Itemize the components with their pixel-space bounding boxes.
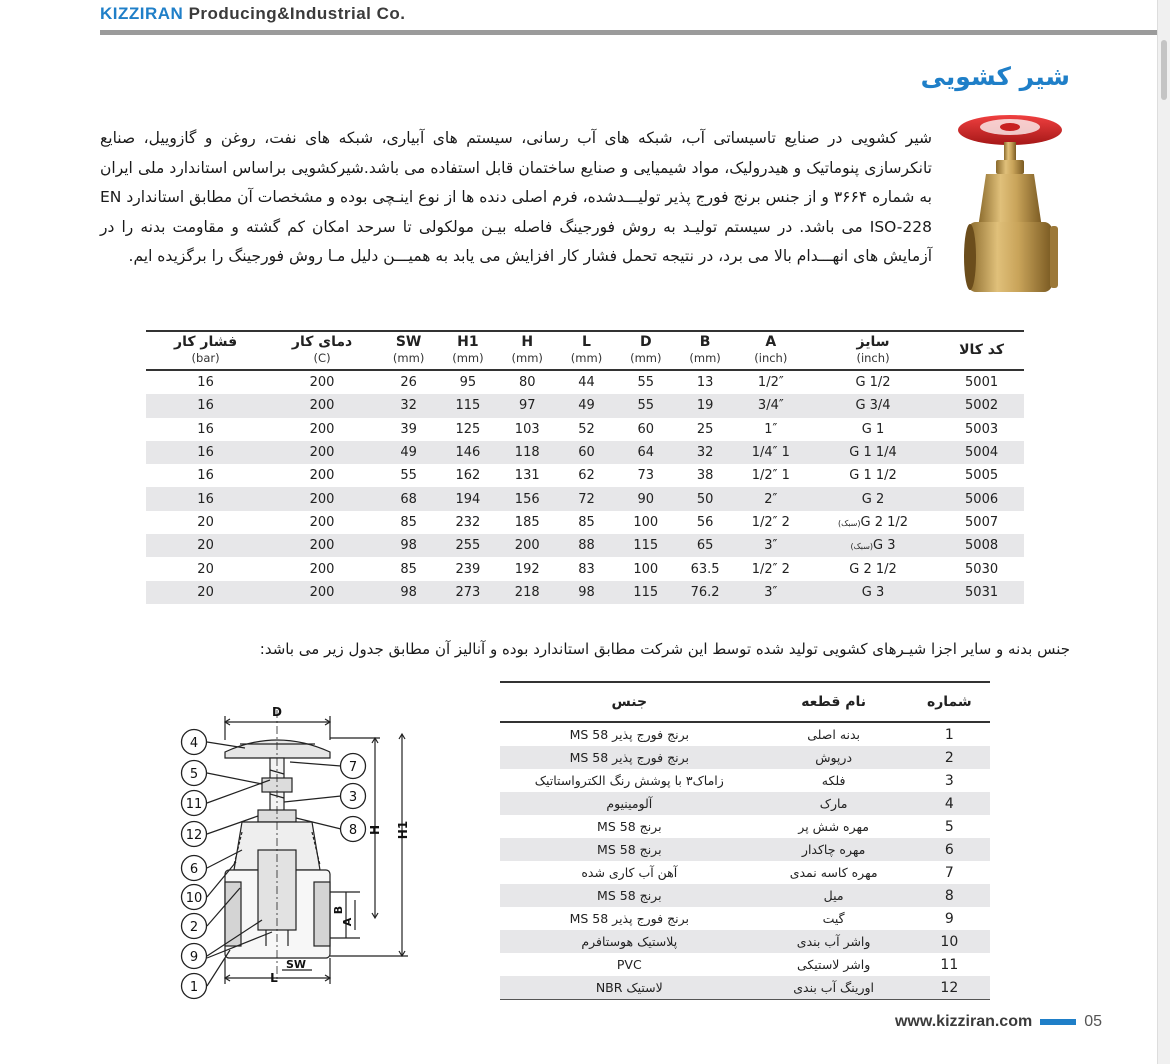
- materials-row: [500, 907, 990, 930]
- spec-col-label: L: [582, 334, 591, 350]
- spec-cell-h: 118: [498, 441, 557, 464]
- spec-col-label: سایز: [856, 334, 890, 350]
- spec-cell-pressure: 16: [197, 375, 214, 391]
- spec-cell-a: 3/4″: [735, 394, 807, 417]
- spec-cell-h: 185: [514, 514, 540, 530]
- spec-size-value: G 1/2: [855, 375, 891, 391]
- spec-cell-sw: 98: [379, 581, 438, 604]
- materials-cell-num: 8: [909, 884, 990, 907]
- spec-cell-a: 3″: [735, 534, 807, 557]
- spec-cell-code: 5005: [965, 468, 999, 484]
- spec-size-value: G 3: [873, 538, 896, 554]
- spec-size-value: G 2: [861, 491, 885, 507]
- spec-cell-pressure: 16: [197, 468, 214, 484]
- spec-cell-pressure: 16: [146, 487, 265, 510]
- spec-size-note: (سبک): [837, 518, 861, 528]
- spec-cell-pressure: 16: [146, 394, 265, 417]
- spec-cell-temp: 200: [309, 561, 335, 577]
- callout-number: 4: [189, 736, 199, 751]
- page-title: شیر کشویی: [920, 62, 1070, 91]
- spec-cell-a: 1 1/2″: [751, 468, 790, 484]
- spec-col-header: [735, 331, 807, 370]
- spec-row: [146, 394, 1024, 417]
- spec-size-note: (سبک): [850, 542, 874, 552]
- spec-col-label: فشار کار: [174, 334, 238, 350]
- spec-cell-temp: 200: [309, 468, 335, 484]
- diagram-callout: [341, 784, 366, 809]
- spec-col-unit: (mm): [570, 351, 603, 365]
- spec-cell-h1: 255: [438, 534, 497, 557]
- spec-col-header: [438, 331, 497, 370]
- spec-col-header: [265, 331, 379, 370]
- spec-cell-a: 3″: [735, 581, 807, 604]
- spec-cell-l: 83: [578, 561, 595, 577]
- spec-col-unit: (mm): [452, 351, 484, 365]
- materials-row: [500, 930, 990, 953]
- spec-cell-code: 5031: [939, 581, 1024, 604]
- footer-url[interactable]: www.kizziran.com: [894, 1013, 1033, 1030]
- spec-cell-h: 97: [498, 394, 557, 417]
- spec-cell-a: 1/2″: [757, 375, 784, 391]
- brand-subtitle: Producing&Industrial Co.: [188, 4, 406, 23]
- spec-size-value: G 2 1/2: [860, 514, 909, 530]
- spec-cell-pressure: 20: [197, 514, 214, 530]
- diagram-callout: [182, 974, 207, 999]
- spec-col-unit: (mm): [689, 351, 721, 365]
- spec-col-header: [807, 331, 939, 370]
- spec-cell-a: 2 1/2″: [751, 514, 790, 530]
- callout-number: 5: [189, 767, 199, 782]
- spec-cell-pressure: 16: [197, 421, 214, 437]
- header-brand: [100, 4, 406, 24]
- spec-cell-size: [807, 370, 939, 394]
- spec-col-label: SW: [395, 334, 422, 350]
- col-header-material: جنس: [500, 682, 759, 722]
- spec-col-header: [379, 331, 438, 370]
- spec-cell-l: 88: [557, 534, 616, 557]
- materials-cell-name: مهره کاسه نمدی: [789, 865, 878, 880]
- diagram-callout: [341, 817, 366, 842]
- materials-cell-num: 6: [909, 838, 990, 861]
- spec-row: [146, 464, 1024, 487]
- spec-cell-sw: 32: [379, 394, 438, 417]
- spec-cell-l: 72: [557, 487, 616, 510]
- spec-cell-h1: 95: [459, 375, 477, 391]
- spec-col-header: [616, 331, 675, 370]
- spec-cell-l: 98: [557, 581, 616, 604]
- materials-row: [500, 746, 990, 769]
- callout-number: 1: [189, 980, 199, 995]
- spec-col-header: [939, 331, 1024, 370]
- spec-cell-code: 5006: [939, 487, 1024, 510]
- dim-label-sw: SW: [285, 958, 307, 971]
- spec-cell-b: 63.5: [690, 561, 720, 577]
- materials-cell-num: 11: [940, 956, 959, 973]
- spec-cell-d: 100: [633, 561, 659, 577]
- diagram-callout: [182, 944, 207, 969]
- scrollbar-thumb[interactable]: [1161, 40, 1167, 100]
- spec-cell-sw: 85: [400, 514, 417, 530]
- materials-cell-name: واشر آب بندی: [759, 930, 909, 953]
- materials-cell-num: 10: [909, 930, 990, 953]
- spec-cell-sw: 39: [400, 421, 417, 437]
- diagram-callout: [182, 885, 207, 910]
- footer-accent-bar: [1040, 1019, 1076, 1025]
- spec-size-value: G 1 1/4: [849, 445, 897, 461]
- spec-row: [146, 581, 1024, 604]
- spec-cell-d: 90: [616, 487, 675, 510]
- spec-cell-size: [807, 394, 939, 417]
- spec-cell-b: 13: [696, 375, 714, 391]
- spec-cell-d: 73: [637, 468, 655, 484]
- spec-size-value: G 3/4: [855, 398, 891, 414]
- spec-cell-size: [807, 418, 939, 441]
- spec-cell-h1: 239: [455, 561, 481, 577]
- callout-number: 9: [189, 950, 199, 965]
- spec-cell-b: 32: [675, 441, 734, 464]
- spec-cell-code: 5002: [939, 394, 1024, 417]
- spec-col-unit: (mm): [511, 351, 543, 365]
- spec-table: [146, 330, 1024, 604]
- spec-cell-h1: 146: [438, 441, 497, 464]
- spec-cell-a: 1″: [764, 421, 778, 437]
- spec-cell-d: 55: [616, 394, 675, 417]
- spec-cell-pressure: 20: [146, 534, 265, 557]
- callout-number: 10: [185, 891, 203, 906]
- diagram-callout: [182, 914, 207, 939]
- spec-row: [146, 441, 1024, 464]
- spec-cell-a: 2″: [735, 487, 807, 510]
- materials-cell-num: 12: [909, 976, 990, 1000]
- materials-cell-name: میل: [759, 884, 909, 907]
- materials-cell-material: برنج MS 58: [597, 819, 662, 834]
- spec-size-value: G 1: [861, 421, 885, 437]
- header-rule: [100, 30, 1170, 35]
- col-header-part-name: نام قطعه: [759, 682, 909, 722]
- spec-cell-b: 56: [696, 514, 714, 530]
- footer: [895, 1013, 1102, 1031]
- spec-col-label: A: [765, 334, 777, 350]
- spec-cell-b: 19: [675, 394, 734, 417]
- materials-cell-num: 5: [944, 818, 954, 835]
- spec-cell-d: 115: [616, 534, 675, 557]
- callout-number: 3: [348, 790, 358, 805]
- materials-cell-name: فلکه: [821, 773, 846, 788]
- materials-cell-material: برنج MS 58: [500, 884, 759, 907]
- materials-cell-name: اورینگ آب بندی: [759, 976, 909, 1000]
- spec-col-header: [675, 331, 734, 370]
- spec-cell-sw: 26: [400, 375, 417, 391]
- materials-cell-name: مهره چاکدار: [759, 838, 909, 861]
- spec-cell-a: 1 1/4″: [735, 441, 807, 464]
- spec-col-unit: (inch): [754, 351, 788, 365]
- materials-row: [500, 815, 990, 838]
- materials-cell-material: PVC: [616, 957, 642, 972]
- spec-col-unit: (inch): [856, 351, 890, 365]
- spec-cell-temp: 200: [265, 394, 379, 417]
- spec-cell-code: 5030: [965, 561, 999, 577]
- spec-size-value: G 1 1/2: [849, 468, 897, 484]
- spec-col-label: H: [521, 334, 534, 350]
- spec-cell-d: 60: [637, 421, 655, 437]
- spec-cell-size: [807, 534, 939, 557]
- materials-cell-num: 9: [944, 910, 954, 927]
- brand-name: KIZZIRAN: [100, 4, 184, 23]
- spec-cell-h1: 273: [438, 581, 497, 604]
- spec-cell-h: 192: [514, 561, 540, 577]
- intro-paragraph: شیر کشویی در صنایع تاسیساتی آب، شبکه های آب رسانی، سیستم های آبیاری، شبکه های نفت، روغن و گازوییل، صنایع تانکرسازی پنوماتیک و هیدرولیک، مواد شیمیایی و صنایع ساختمان قابل استفاده می باشد.شیرکشویی براساس استاندارد ملی ایران به شماره ۳۶۶۴ و از جنس برنج فورج پذیر تولیـــدشده، فرم اصلی دنده ها از نوع اینـچی بوده و مشخصات آن مطابق استاندارد EN ISO-228 می باشد. در سیستم تولیـد به روش فورجینگ فاصله بیـن مولکولی تا سرحد امکان کم گشته و مقاومت بدنه را در آزمایش های انهـــدام بالا می برد، در نتیجه تحمل فشار کار افزایش می یابد به همیـــن دلیل مـا روش فورجینگ را برگزیده ایم.: [100, 129, 932, 265]
- spec-cell-h1: 194: [438, 487, 497, 510]
- materials-cell-material: برنج فورج پذیر MS 58: [569, 727, 690, 742]
- materials-cell-num: 2: [909, 746, 990, 769]
- dim-label-h: H: [368, 824, 382, 836]
- spec-col-label: D: [639, 334, 652, 350]
- spec-cell-pressure: 20: [197, 561, 214, 577]
- spec-cell-h: 80: [518, 375, 536, 391]
- materials-cell-material: برنج فورج پذیر MS 58: [569, 911, 690, 926]
- dim-label-b: B: [332, 905, 345, 915]
- materials-cell-name: مهره شش پر: [798, 819, 869, 834]
- callout-number: 12: [185, 828, 203, 843]
- spec-cell-code: 5004: [939, 441, 1024, 464]
- spec-cell-d: 115: [616, 581, 675, 604]
- spec-col-label: دمای کار: [291, 334, 353, 350]
- spec-cell-sw: 68: [379, 487, 438, 510]
- spec-cell-code: 5003: [965, 421, 999, 437]
- spec-size-value: G 3: [861, 584, 885, 600]
- materials-cell-num: 1: [944, 726, 954, 743]
- materials-cell-material: پلاستیک هوستافرم: [500, 930, 759, 953]
- spec-cell-temp: 200: [265, 534, 379, 557]
- materials-row: [500, 861, 990, 884]
- spec-cell-h: 131: [514, 468, 540, 484]
- spec-cell-b: 25: [696, 421, 714, 437]
- callout-number: 11: [185, 797, 203, 812]
- spec-col-unit: (mm): [392, 351, 425, 365]
- spec-cell-temp: 200: [265, 487, 379, 510]
- spec-cell-sw: 55: [400, 468, 417, 484]
- dim-label-a: A: [341, 917, 354, 927]
- spec-size-value: G 2 1/2: [849, 561, 897, 577]
- spec-cell-temp: 200: [309, 421, 335, 437]
- spec-cell-h: 218: [498, 581, 557, 604]
- page-number: 05: [1084, 1013, 1102, 1030]
- spec-cell-b: 65: [675, 534, 734, 557]
- spec-col-header: [498, 331, 557, 370]
- diagram-callout: [182, 730, 207, 755]
- spec-cell-d: 55: [637, 375, 655, 391]
- materials-cell-name: گیت: [822, 911, 845, 926]
- materials-cell-material: زاماک۳ با پوشش رنگ الکترواستاتیک: [534, 773, 724, 788]
- materials-row: [500, 722, 990, 746]
- dim-label-l: L: [270, 971, 278, 985]
- materials-row: [500, 792, 990, 815]
- spec-cell-h1: 232: [455, 514, 481, 530]
- spec-col-unit: (bar): [191, 351, 220, 365]
- spec-row: [146, 557, 1024, 580]
- dim-label-h1: H1: [396, 820, 410, 840]
- materials-cell-material: آلومینیوم: [500, 792, 759, 815]
- callout-number: 2: [189, 920, 199, 935]
- materials-cell-num: 7: [944, 864, 954, 881]
- spec-cell-h1: 162: [455, 468, 481, 484]
- spec-cell-b: 38: [696, 468, 714, 484]
- spec-cell-sw: 98: [379, 534, 438, 557]
- spec-cell-sw: 49: [379, 441, 438, 464]
- materials-row: [500, 769, 990, 792]
- spec-cell-pressure: 20: [146, 581, 265, 604]
- materials-cell-material: لاستیک NBR: [500, 976, 759, 1000]
- spec-col-label: B: [699, 334, 711, 350]
- materials-row: [500, 838, 990, 861]
- spec-cell-temp: 200: [265, 441, 379, 464]
- spec-cell-h: 103: [514, 421, 540, 437]
- spec-row: [146, 370, 1024, 394]
- spec-row: [146, 511, 1024, 534]
- spec-cell-h1: 115: [438, 394, 497, 417]
- diagram-callout: [182, 791, 207, 816]
- spec-cell-l: 49: [557, 394, 616, 417]
- callout-number: 8: [348, 823, 358, 838]
- spec-cell-b: 50: [675, 487, 734, 510]
- col-header-number: شماره: [909, 682, 990, 722]
- materials-row: [500, 884, 990, 907]
- spec-col-header: [146, 331, 265, 370]
- spec-col-unit: (C): [313, 351, 331, 365]
- spec-row: [146, 418, 1024, 441]
- materials-cell-num: 3: [944, 772, 954, 789]
- spec-cell-a: 2 1/2″: [751, 561, 790, 577]
- spec-cell-h: 200: [498, 534, 557, 557]
- materials-cell-name: مارک: [759, 792, 909, 815]
- spec-cell-d: 64: [616, 441, 675, 464]
- materials-cell-name: بدنه اصلی: [807, 727, 861, 742]
- spec-cell-size: [807, 441, 939, 464]
- diagram-callout: [182, 761, 207, 786]
- materials-row: [500, 953, 990, 976]
- spec-col-unit: (mm): [630, 351, 662, 365]
- spec-cell-l: 52: [578, 421, 595, 437]
- spec-cell-l: 62: [578, 468, 595, 484]
- callout-number: 6: [189, 862, 199, 877]
- materials-sentence: جنس بدنه و سایر اجزا شیـرهای کشویی تولید شده توسط این شرکت مطابق استاندارد بوده و آنالیز آن مطابق جدول زیر می باشد:: [259, 640, 1070, 658]
- valve-cross-section-diagram: [170, 700, 430, 1005]
- materials-cell-name: واشر لاستیکی: [796, 957, 871, 972]
- spec-col-header: [557, 331, 616, 370]
- spec-cell-temp: 200: [265, 581, 379, 604]
- materials-row: [500, 976, 990, 1000]
- diagram-callout: [182, 822, 207, 847]
- spec-cell-temp: 200: [309, 375, 335, 391]
- spec-cell-b: 76.2: [675, 581, 734, 604]
- spec-cell-l: 60: [557, 441, 616, 464]
- dim-label-d: D: [272, 705, 282, 719]
- spec-cell-size: [807, 557, 939, 580]
- callout-number: 7: [348, 760, 358, 775]
- materials-cell-material: برنج فورج پذیر MS 58: [500, 746, 759, 769]
- spec-cell-size: [807, 487, 939, 510]
- spec-row: [146, 534, 1024, 557]
- spec-cell-code: 5007: [965, 514, 999, 530]
- diagram-callout: [341, 754, 366, 779]
- spec-cell-pressure: 16: [146, 441, 265, 464]
- materials-cell-name: درپوش: [759, 746, 909, 769]
- spec-cell-size: [807, 464, 939, 487]
- spec-col-label: H1: [457, 334, 479, 350]
- spec-cell-l: 44: [578, 375, 595, 391]
- materials-table: [500, 681, 990, 1000]
- spec-cell-code: 5001: [965, 375, 999, 391]
- scrollbar[interactable]: [1157, 0, 1170, 1064]
- spec-row: [146, 487, 1024, 510]
- spec-cell-temp: 200: [309, 514, 335, 530]
- spec-cell-l: 85: [578, 514, 595, 530]
- spec-cell-size: [807, 581, 939, 604]
- spec-cell-code: 5008: [939, 534, 1024, 557]
- materials-cell-material: برنج MS 58: [500, 838, 759, 861]
- gate-valve-photo: [950, 110, 1070, 300]
- spec-cell-h: 156: [498, 487, 557, 510]
- spec-cell-h1: 125: [455, 421, 481, 437]
- materials-cell-num: 4: [909, 792, 990, 815]
- materials-cell-material: آهن آب کاری شده: [581, 865, 678, 880]
- diagram-callout: [182, 856, 207, 881]
- spec-cell-d: 100: [633, 514, 659, 530]
- spec-col-label: کد کالا: [959, 342, 1005, 358]
- spec-cell-size: [807, 511, 939, 534]
- spec-cell-sw: 85: [400, 561, 417, 577]
